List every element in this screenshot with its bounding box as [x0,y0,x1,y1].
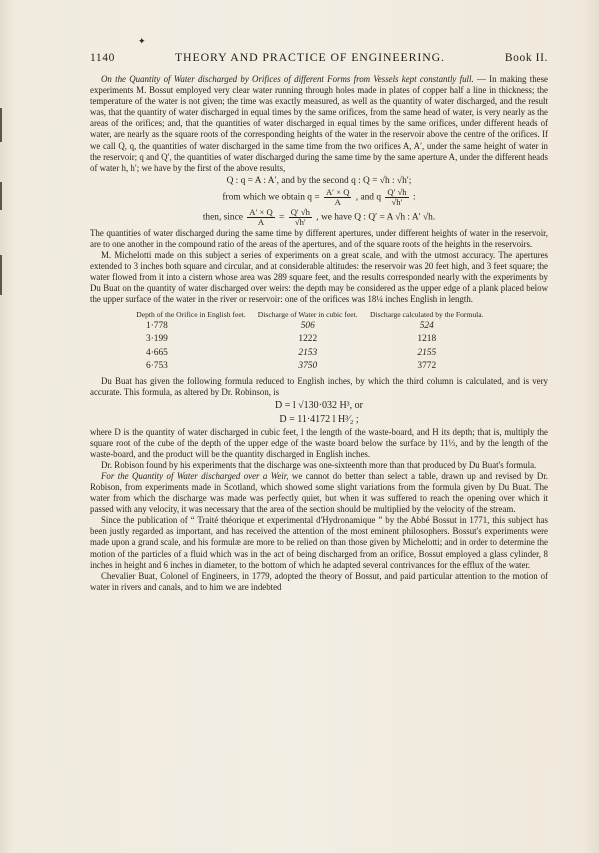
table-cell: 506 [300,320,315,331]
denominator: √h′ [391,196,403,207]
paragraph-chevalier-buat: Chevalier Buat, Colonel of Engineers, in 1779, adopted the theory of Bossut, and paid particular attention to the motion of water in rivers and canals, and to him we are indebted [90,570,548,592]
table-cell: 524 [419,320,434,331]
paragraph-robison: Dr. Robison found by his experiments that the discharge was one-sixteenth more than that produced by Du Buat's formula. [101,459,537,470]
spine-shadow-mark [0,255,2,295]
numerator: A′ × Q [249,206,273,217]
equation-text: : [412,192,416,203]
table-cell: 1218 [417,334,437,345]
spine-shadow-mark [0,182,2,210]
column-header: Depth of the Orifice in English feet. [136,309,246,319]
page-body [90,74,548,593]
paragraph-du-buat: Du Buat has given the following formula reduced to English inches, by which the third column is calculated, and is very accurate. This formula, as altered by Dr. Robinson, is [90,376,548,398]
equation-text: from which we obtain q = [222,192,320,203]
paragraph-weir [90,471,548,515]
fraction [324,188,351,207]
table-row [130,360,490,373]
denominator: √h′ [294,216,306,227]
equation-since [90,208,548,227]
numerator: Q′ √h [290,206,310,217]
equation-text: , and q [355,192,382,203]
section-heading: For the Quantity of Water discharged over a Weir, [101,470,289,481]
paragraph-apertures: The quantities of water discharged during the same time by different apertures, under different heights of water in the reservoir, are to one another in the compound ratio of the areas of the apertures, and of the square roots of the heights in the reservoirs. [90,227,548,249]
paragraph-definitions: where D is the quantity of water discharged in cubic feet, l the length of the waste-board, and H its depth; that is, multiply the square root of the cube of the depth of the upper edge of the waste board below the surface by 11⅓, and by the length of the waste-board, and the product will be the quantity discharged in English inches. [90,426,548,459]
page-header [90,50,548,65]
paragraph-bossut: Since the publication of “ Traité théorique et experimental d'Hydronamique ” by the Abbé Bossut in 1771, this subject has been justly regarded as important, and has received the attention of the most eminent philosophers. Bossut's experiments were made upon a grand scale, and his formulæ are more to be relied on than those given by Michelotti; and in order to determine the motion of the particles of a fluid which was in the act of being discharged from an orifice, Bossut employed a glass cylinder, 8 inches in height and 6 inches in diameter, to the bottom of which he adapted several contrivances for the efflux of the water. [90,515,548,570]
table-cell: 3772 [417,360,437,371]
table-cell: 3·199 [146,334,168,345]
column-header: Discharge calculated by the Formula. [369,309,484,319]
numerator: Q′ √h [387,186,407,197]
table-header-row [130,310,490,320]
printers-ornament-icon: ✦ [138,36,146,46]
numerator: A′ × Q [325,186,350,197]
denominator: A [334,196,341,207]
equation-text: , we have Q : Q′ = A √h : A′ √h. [316,212,436,223]
paragraph-orifices [90,74,548,174]
spine-shadow-mark [0,108,2,142]
table-cell: 4·665 [146,347,168,358]
section-heading: On the Quantity of Water discharged by Orifices of different Forms from Vessels kept constantly full. [101,74,474,84]
table-row [130,347,490,360]
denominator: A [257,216,265,227]
table-row [130,333,490,346]
paragraph-text: we cannot do better than select a table, drawn up and revised by Dr. Robison, from experiments made in Scotland, which showed some slight variations from the formula given by Du Buat. The water from which the discharge was made was perfectly quiet, but when it was suffered to reach the opening over which it passed with any velocity, it was necessary that the area of the section should be multiplied by the velocity of the stream. [90,470,548,515]
formula-simplified: D = 11·4172 l H³⁄₂ ; [279,413,359,425]
paragraph-michelotti: M. Michelotti made on this subject a series of experiments on a great scale, and with the utmost accuracy. The apertures extended to 3 inches both square and circular, and at considerable altitudes: the reservoir was 20 feet high, and 3 feet square; the water flowed from it into a cistern whose area was 289 square feet, and the results corresponded nearly with the experiments by Du Buat on the quantity of water discharged over weirs: the depth may be considered as the upper edge of a plank placed below the upper surface of the water in the river or reservoir: one of the orifices was 18¼ inches English in length. [90,250,548,305]
book-label: Book II. [504,52,548,64]
table-cell: 1222 [298,334,318,345]
discharge-table [130,310,490,374]
fraction [385,188,408,207]
equation-text: then, since [202,212,243,223]
column-header: Discharge of Water in cubic feet. [257,309,358,319]
equation-ratio: Q : q = A : A′, and by the second q : Q = √h : √h′; [226,175,412,186]
fraction [247,208,274,227]
equation-obtain [90,188,548,207]
page-number: 1140 [90,52,115,64]
table-cell: 2155 [417,347,437,358]
table-cell: 3750 [298,360,318,371]
table-row [130,320,490,333]
paragraph-text: — In making these experiments M. Bossut employed very clear water running through holes made in plates of copper half a line in thickness; the temperature of the water is not given; the time was exactly measured, as well as the quantity of water discharged, and the result was, that the quantity of water discharged in equal times by the same orifices, from the same head of water, is very nearly as the areas of the orifices; and, that the quantities of water discharged in equal times by the same orifices, under different heads of water, are nearly as the square roots of the corresponding heights of the water in the reservoir above the centre of the orifices. If we call Q, q, the quantities of water discharged in the same time from the two orifices A, A′, under the same height of water in the reservoir; q and Q′, the quantities of water discharged during the same time by the same aperture A, under the different heads of water h, h′; we have by the first of the above results, [90,74,548,173]
fraction [289,208,312,227]
table-cell: 1·778 [146,320,168,331]
table-cell: 2153 [298,347,318,358]
formula-robinson: D = l √130·032 H³, or [274,399,363,411]
table-cell: 6·753 [146,360,168,371]
running-title: THEORY AND PRACTICE OF ENGINEERING. [174,50,445,64]
equation-text: = [279,212,285,223]
